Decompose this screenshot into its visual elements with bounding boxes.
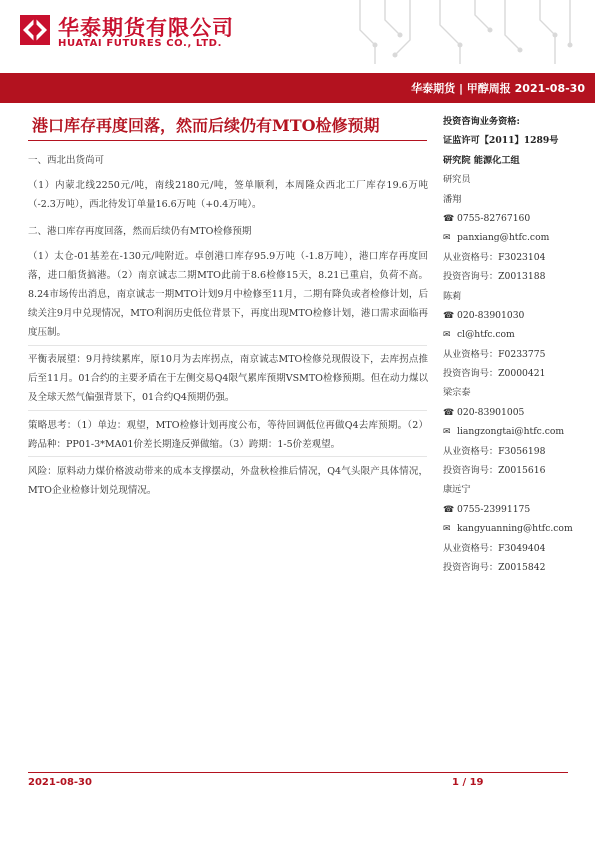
analyst-cert: 从业资格号：F0233775 (443, 348, 546, 360)
analyst-phone: ☎ 0755-23991175 (443, 500, 593, 519)
company-name-cn: 华泰期货有限公司 (58, 16, 234, 40)
analyst-invest-cert: 投资咨询号：Z0013188 (443, 271, 546, 283)
risk-paragraph: 风险：原料动力煤价格波动带来的成本支撑摆动，外盘秋检推后情况，Q4气头限产具体情况，MTO企业检修计划兑现情况。 (28, 466, 428, 496)
analyst-cert: 从业资格号：F3023104 (443, 251, 546, 263)
analyst-name: 康远宁 (443, 484, 471, 496)
analyst-cert: 从业资格号：F3049404 (443, 542, 546, 554)
company-logo-icon (20, 15, 50, 45)
analyst-cert: 从业资格号：F3056198 (443, 445, 546, 457)
divider (28, 456, 427, 457)
section-1-paragraph: （1）内蒙北线2250元/吨，南线2180元/吨，签单顺利，本周隆众西北工厂库存19.6万吨（-2.3万吨），西北待发订单量16.6万吨（+0.4万吨）。 (28, 180, 428, 210)
analyst-phone: ☎ 020-83901030 (443, 306, 593, 325)
analyst-name: 陈莉 (443, 290, 462, 302)
email-link[interactable]: liangzongtai@htfc.com (457, 426, 565, 438)
section-2-paragraph: （1）太仓-01基差在-130元/吨附近。卓创港口库存95.9万吨（-1.8万吨），港口库存再度回落，进口船货搞港。（2）南京诚志二期MTO此前于8.6检修15天，8.21已重启，负荷不高。8.24市场传出消息，南京诚志一期MTO计划9月中检修至11月，二期有降负或者检修计划，后续关注9月中兑现情况，MTO利润历史低位背景下，再度出现MTO检修计划，港口需求面临再度压制。 (28, 251, 428, 338)
email-link[interactable]: cl@htfc.com (457, 329, 515, 341)
analyst-email (443, 519, 593, 538)
page-number: 1 / 19 (452, 777, 484, 788)
header-decoration (300, 0, 595, 64)
report-title: 港口库存再度回落，然而后续仍有MTO检修预期 (32, 116, 380, 135)
department: 研究院 能源化工组 (443, 154, 520, 166)
banner-text: 华泰期货 | 甲醇周报 2021-08-30 (411, 82, 585, 95)
license-number: 证监许可【2011】1289号 (443, 135, 559, 147)
mail-icon: ✉ (443, 330, 451, 341)
report-banner (0, 73, 595, 103)
section-1-heading: 一、西北出货尚可 (28, 155, 105, 166)
analyst-sidebar (443, 112, 593, 577)
title-divider (28, 140, 427, 141)
analyst-name: 梁宗泰 (443, 387, 471, 399)
role-label: 研究员 (443, 174, 471, 186)
section-2-heading: 二、港口库存再度回落，然而后续仍有MTO检修预期 (28, 226, 252, 237)
analyst-phone: ☎ 020-83901005 (443, 403, 593, 422)
analyst-email (443, 422, 593, 441)
mail-icon: ✉ (443, 427, 451, 438)
divider (28, 345, 427, 346)
phone-icon: ☎ (443, 213, 455, 224)
analyst-name: 潘翔 (443, 193, 462, 205)
footer-divider (28, 772, 568, 773)
email-link[interactable]: kangyuanning@htfc.com (457, 523, 573, 535)
phone-icon: ☎ (443, 504, 455, 515)
analyst-email (443, 325, 593, 344)
strategy-paragraph: 策略思考：（1）单边：观望，MTO检修计划再度公布，等待回调低位再做Q4去库预期。（2）跨品种：PP01-3*MA01价差长期逢反弹做缩。（3）跨期：1-5价差观望。 (28, 420, 428, 450)
phone-icon: ☎ (443, 310, 455, 321)
qualification-title: 投资咨询业务资格: (443, 116, 520, 127)
analyst-invest-cert: 投资咨询号：Z0000421 (443, 368, 546, 380)
analyst-email (443, 228, 593, 247)
divider (28, 410, 427, 411)
balance-outlook-paragraph: 平衡表展望：9月持续累库，原10月为去库拐点，南京诚志MTO检修兑现假设下，去库拐点推后至11月。01合约的主要矛盾在于左侧交易Q4限气累库预期VSMTO检修预期。但在动力煤以及全球天然气偏强背景下，01合约Q4预期仍强。 (28, 354, 428, 403)
analyst-phone: ☎ 0755-82767160 (443, 209, 593, 228)
analyst-invest-cert: 投资咨询号：Z0015842 (443, 561, 546, 573)
mail-icon: ✉ (443, 524, 451, 535)
mail-icon: ✉ (443, 233, 451, 244)
company-name-en: HUATAI FUTURES CO., LTD. (58, 38, 222, 49)
footer-date: 2021-08-30 (28, 777, 92, 788)
phone-icon: ☎ (443, 407, 455, 418)
email-link[interactable]: panxiang@htfc.com (457, 232, 550, 244)
analyst-invest-cert: 投资咨询号：Z0015616 (443, 465, 546, 477)
